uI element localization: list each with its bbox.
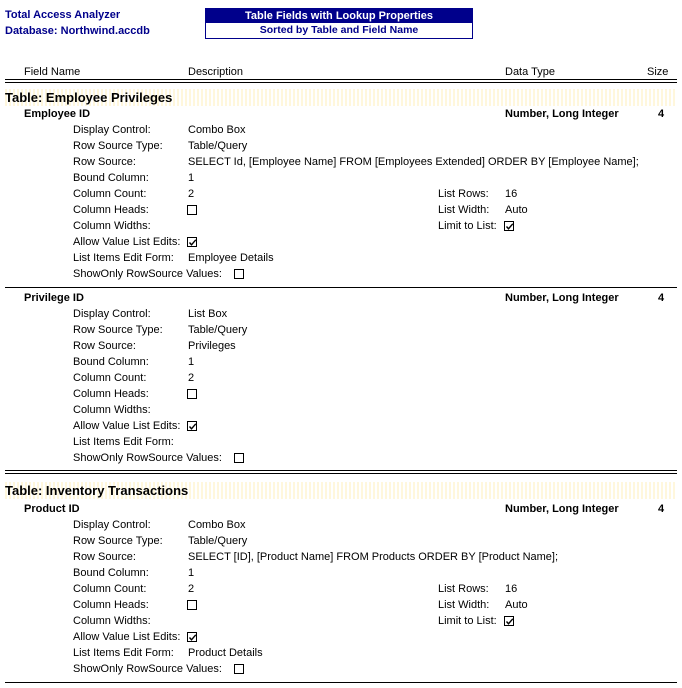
label-limit-to-list: Limit to List:	[438, 220, 497, 232]
value-list-items-edit-form: Employee Details	[188, 252, 274, 264]
value-display-control: Combo Box	[188, 519, 246, 531]
label-list-rows: List Rows:	[438, 583, 489, 595]
table-divider	[5, 470, 677, 474]
field-size: 4	[658, 503, 665, 515]
field-name: Privilege ID	[24, 292, 84, 304]
field-divider	[5, 287, 677, 288]
value-list-width: Auto	[505, 204, 528, 216]
label-column-heads: Column Heads:	[73, 204, 149, 216]
checkbox-limit-to-list[interactable]	[504, 221, 514, 231]
label-allow-value-list-edits: Allow Value List Edits:	[73, 631, 181, 643]
label-row-source-type: Row Source Type:	[73, 535, 163, 547]
label-list-items-edit-form: List Items Edit Form:	[73, 252, 174, 264]
report-title-box	[205, 8, 473, 39]
label-column-heads: Column Heads:	[73, 599, 149, 611]
value-bound-column: 1	[188, 172, 195, 184]
label-bound-column: Bound Column:	[73, 172, 149, 184]
table-title: Table: Inventory Transactions	[5, 483, 189, 498]
field-size: 4	[658, 108, 665, 120]
value-list-width: Auto	[505, 599, 528, 611]
value-row-source: SELECT Id, [Employee Name] FROM [Employees Extended] ORDER BY [Employee Name];	[188, 156, 639, 168]
column-header-description: Description	[188, 66, 244, 78]
field-name: Employee ID	[24, 108, 91, 120]
label-display-control: Display Control:	[73, 124, 151, 136]
label-show-only-row-source-values: ShowOnly RowSource Values:	[73, 452, 222, 464]
checkbox-show-only-row-source-values[interactable]	[234, 269, 244, 279]
header-divider	[5, 79, 677, 83]
label-bound-column: Bound Column:	[73, 356, 149, 368]
label-list-width: List Width:	[438, 204, 490, 216]
label-column-heads: Column Heads:	[73, 388, 149, 400]
checkbox-allow-value-list-edits[interactable]	[187, 421, 197, 431]
label-column-widths: Column Widths:	[73, 615, 151, 627]
value-bound-column: 1	[188, 356, 195, 368]
value-column-count: 2	[188, 372, 195, 384]
label-row-source: Row Source:	[73, 551, 136, 563]
field-size: 4	[658, 292, 665, 304]
label-bound-column: Bound Column:	[73, 567, 149, 579]
field-data-type: Number, Long Integer	[505, 292, 619, 304]
label-row-source-type: Row Source Type:	[73, 324, 163, 336]
checkbox-limit-to-list[interactable]	[504, 616, 514, 626]
checkmark-icon	[505, 222, 514, 231]
checkmark-icon	[188, 238, 197, 247]
label-column-count: Column Count:	[73, 583, 147, 595]
checkbox-allow-value-list-edits[interactable]	[187, 632, 197, 642]
report-subtitle: Sorted by Table and Field Name	[259, 24, 419, 36]
label-row-source: Row Source:	[73, 156, 136, 168]
label-column-count: Column Count:	[73, 372, 147, 384]
value-display-control: Combo Box	[188, 124, 246, 136]
field-data-type: Number, Long Integer	[505, 503, 619, 515]
column-header-data-type: Data Type	[505, 66, 555, 78]
label-show-only-row-source-values: ShowOnly RowSource Values:	[73, 663, 222, 675]
value-display-control: List Box	[188, 308, 228, 320]
label-allow-value-list-edits: Allow Value List Edits:	[73, 420, 181, 432]
label-column-widths: Column Widths:	[73, 220, 151, 232]
field-divider	[5, 682, 677, 683]
value-list-rows: 16	[505, 583, 518, 595]
label-row-source-type: Row Source Type:	[73, 140, 163, 152]
checkmark-icon	[188, 633, 197, 642]
label-column-count: Column Count:	[73, 188, 147, 200]
checkmark-icon	[188, 422, 197, 431]
value-list-rows: 16	[505, 188, 518, 200]
label-display-control: Display Control:	[73, 308, 151, 320]
checkbox-column-heads[interactable]	[187, 205, 197, 215]
database-name: Database: Northwind.accdb	[5, 25, 150, 37]
label-row-source: Row Source:	[73, 340, 136, 352]
label-display-control: Display Control:	[73, 519, 151, 531]
value-column-count: 2	[188, 188, 195, 200]
checkbox-allow-value-list-edits[interactable]	[187, 237, 197, 247]
label-list-rows: List Rows:	[438, 188, 489, 200]
label-column-widths: Column Widths:	[73, 404, 151, 416]
value-row-source-type: Table/Query	[188, 535, 248, 547]
label-show-only-row-source-values: ShowOnly RowSource Values:	[73, 268, 222, 280]
app-title: Total Access Analyzer	[5, 9, 121, 21]
table-title: Table: Employee Privileges	[5, 90, 173, 105]
column-header-field-name: Field Name	[24, 66, 81, 78]
value-list-items-edit-form: Product Details	[188, 647, 263, 659]
checkbox-show-only-row-source-values[interactable]	[234, 453, 244, 463]
label-limit-to-list: Limit to List:	[438, 615, 497, 627]
value-bound-column: 1	[188, 567, 195, 579]
field-data-type: Number, Long Integer	[505, 108, 619, 120]
label-allow-value-list-edits: Allow Value List Edits:	[73, 236, 181, 248]
checkbox-column-heads[interactable]	[187, 600, 197, 610]
checkmark-icon	[505, 617, 514, 626]
label-list-items-edit-form: List Items Edit Form:	[73, 436, 174, 448]
value-row-source: Privileges	[188, 340, 236, 352]
checkbox-column-heads[interactable]	[187, 389, 197, 399]
checkbox-show-only-row-source-values[interactable]	[234, 664, 244, 674]
value-row-source: SELECT [ID], [Product Name] FROM Products ORDER BY [Product Name];	[188, 551, 559, 563]
report-title: Table Fields with Lookup Properties	[206, 9, 472, 23]
value-row-source-type: Table/Query	[188, 324, 248, 336]
field-name: Product ID	[24, 503, 80, 515]
column-header-size: Size	[647, 66, 669, 78]
value-row-source-type: Table/Query	[188, 140, 248, 152]
value-column-count: 2	[188, 583, 195, 595]
label-list-width: List Width:	[438, 599, 490, 611]
label-list-items-edit-form: List Items Edit Form:	[73, 647, 174, 659]
